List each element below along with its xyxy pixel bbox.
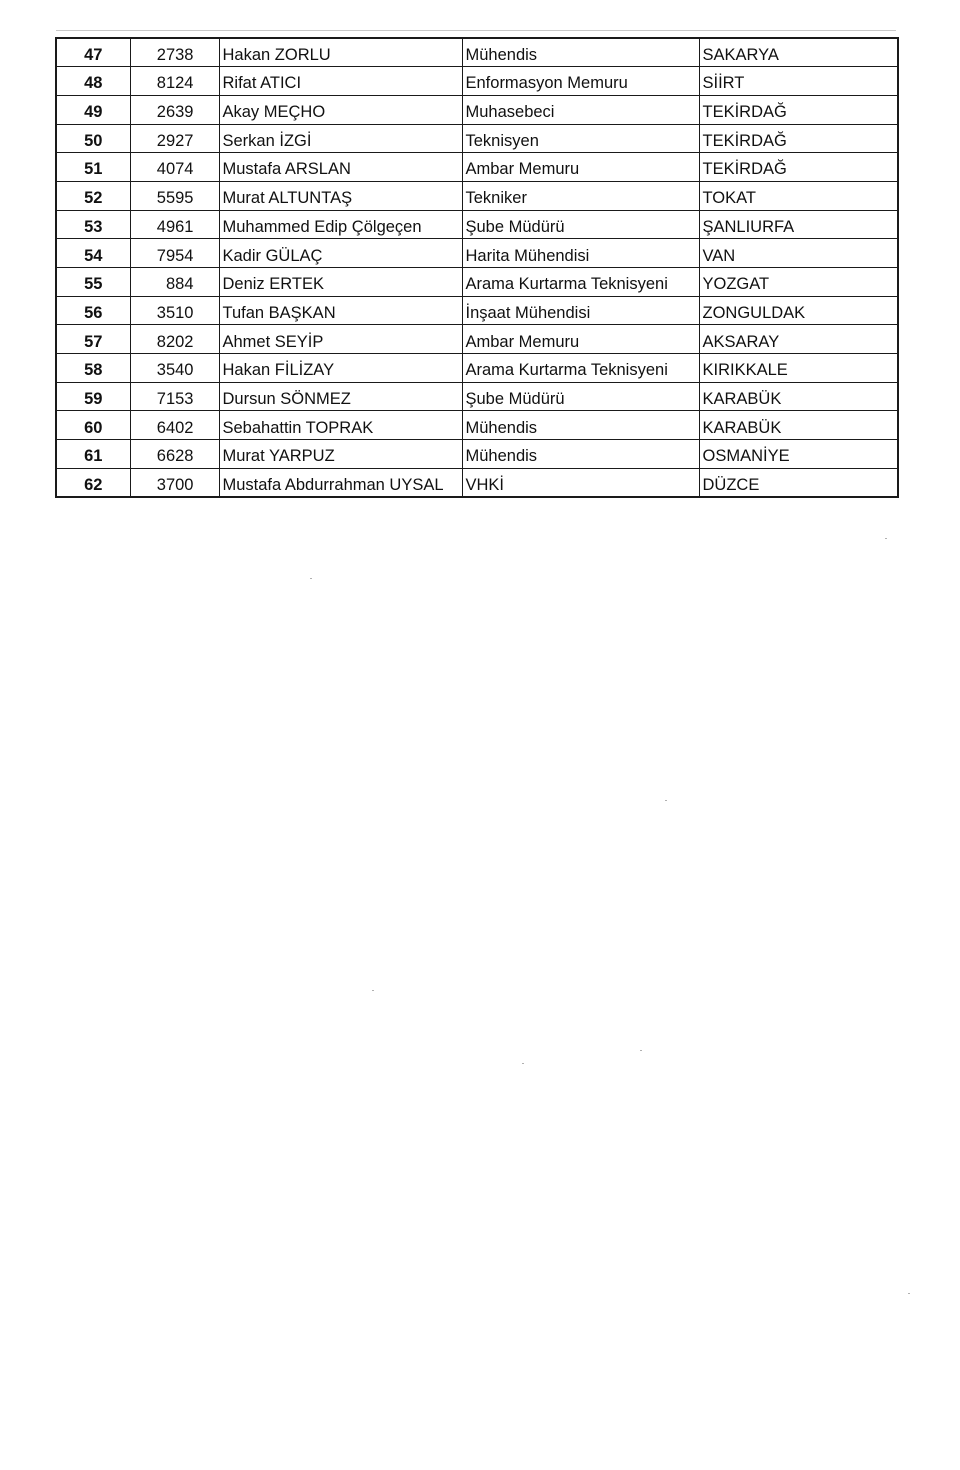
personnel-table: [55, 37, 899, 498]
row-number: 48: [56, 67, 130, 96]
city-name: VAN: [699, 239, 898, 268]
row-number: 61: [56, 440, 130, 469]
person-name: Hakan FİLİZAY: [219, 354, 462, 383]
person-name: Murat YARPUZ: [219, 440, 462, 469]
job-title: Mühendis: [462, 411, 699, 440]
person-name: Muhammed Edip Çölgeçen: [219, 210, 462, 239]
row-number: 59: [56, 382, 130, 411]
city-name: SAKARYA: [699, 38, 898, 67]
city-name: ZONGULDAK: [699, 296, 898, 325]
person-name: Hakan ZORLU: [219, 38, 462, 67]
person-name: Rifat ATICI: [219, 67, 462, 96]
registry-number: 884: [130, 268, 219, 297]
table-row: [56, 296, 898, 325]
city-name: KARABÜK: [699, 382, 898, 411]
table-row: [56, 210, 898, 239]
job-title: Ambar Memuru: [462, 325, 699, 354]
person-name: Kadir GÜLAÇ: [219, 239, 462, 268]
job-title: Harita Mühendisi: [462, 239, 699, 268]
city-name: AKSARAY: [699, 325, 898, 354]
registry-number: 6402: [130, 411, 219, 440]
person-name: Murat ALTUNTAŞ: [219, 181, 462, 210]
row-number: 57: [56, 325, 130, 354]
registry-number: 8124: [130, 67, 219, 96]
table-row: [56, 468, 898, 497]
job-title: Şube Müdürü: [462, 210, 699, 239]
person-name: Ahmet SEYİP: [219, 325, 462, 354]
city-name: OSMANİYE: [699, 440, 898, 469]
table-row: [56, 382, 898, 411]
person-name: Tufan BAŞKAN: [219, 296, 462, 325]
row-number: 58: [56, 354, 130, 383]
personnel-table-body: [56, 38, 898, 497]
table-row: [56, 67, 898, 96]
registry-number: 7153: [130, 382, 219, 411]
registry-number: 5595: [130, 181, 219, 210]
row-number: 55: [56, 268, 130, 297]
scan-speck: [310, 578, 312, 579]
table-row: [56, 153, 898, 182]
city-name: KIRIKKALE: [699, 354, 898, 383]
scan-speck: [372, 990, 374, 991]
registry-number: 2639: [130, 95, 219, 124]
scan-speck: [640, 1050, 642, 1051]
city-name: ŞANLIURFA: [699, 210, 898, 239]
registry-number: 2927: [130, 124, 219, 153]
table-row: [56, 354, 898, 383]
city-name: KARABÜK: [699, 411, 898, 440]
job-title: Teknisyen: [462, 124, 699, 153]
scan-edge-line: [56, 30, 896, 31]
row-number: 47: [56, 38, 130, 67]
city-name: TEKİRDAĞ: [699, 153, 898, 182]
person-name: Mustafa ARSLAN: [219, 153, 462, 182]
city-name: DÜZCE: [699, 468, 898, 497]
row-number: 54: [56, 239, 130, 268]
registry-number: 3540: [130, 354, 219, 383]
table-row: [56, 181, 898, 210]
person-name: Mustafa Abdurrahman UYSAL: [219, 468, 462, 497]
row-number: 56: [56, 296, 130, 325]
row-number: 60: [56, 411, 130, 440]
job-title: Tekniker: [462, 181, 699, 210]
city-name: SİİRT: [699, 67, 898, 96]
table-row: [56, 411, 898, 440]
scan-speck: [885, 538, 887, 539]
job-title: Arama Kurtarma Teknisyeni: [462, 268, 699, 297]
job-title: İnşaat Mühendisi: [462, 296, 699, 325]
person-name: Sebahattin TOPRAK: [219, 411, 462, 440]
table-row: [56, 268, 898, 297]
scan-speck: [908, 1293, 910, 1294]
table-row: [56, 325, 898, 354]
job-title: Şube Müdürü: [462, 382, 699, 411]
table-row: [56, 38, 898, 67]
job-title: Arama Kurtarma Teknisyeni: [462, 354, 699, 383]
row-number: 53: [56, 210, 130, 239]
person-name: Deniz ERTEK: [219, 268, 462, 297]
city-name: TEKİRDAĞ: [699, 124, 898, 153]
row-number: 50: [56, 124, 130, 153]
table-row: [56, 124, 898, 153]
registry-number: 3700: [130, 468, 219, 497]
table-row: [56, 239, 898, 268]
registry-number: 7954: [130, 239, 219, 268]
row-number: 49: [56, 95, 130, 124]
job-title: VHKİ: [462, 468, 699, 497]
row-number: 62: [56, 468, 130, 497]
registry-number: 6628: [130, 440, 219, 469]
registry-number: 4074: [130, 153, 219, 182]
registry-number: 3510: [130, 296, 219, 325]
table-row: [56, 95, 898, 124]
person-name: Akay MEÇHO: [219, 95, 462, 124]
scan-speck: [665, 800, 667, 801]
job-title: Mühendis: [462, 440, 699, 469]
city-name: YOZGAT: [699, 268, 898, 297]
row-number: 52: [56, 181, 130, 210]
registry-number: 2738: [130, 38, 219, 67]
city-name: TOKAT: [699, 181, 898, 210]
person-name: Dursun SÖNMEZ: [219, 382, 462, 411]
city-name: TEKİRDAĞ: [699, 95, 898, 124]
job-title: Enformasyon Memuru: [462, 67, 699, 96]
registry-number: 8202: [130, 325, 219, 354]
registry-number: 4961: [130, 210, 219, 239]
table-row: [56, 440, 898, 469]
row-number: 51: [56, 153, 130, 182]
scan-speck: [522, 1063, 524, 1064]
job-title: Mühendis: [462, 38, 699, 67]
person-name: Serkan İZGİ: [219, 124, 462, 153]
job-title: Muhasebeci: [462, 95, 699, 124]
job-title: Ambar Memuru: [462, 153, 699, 182]
